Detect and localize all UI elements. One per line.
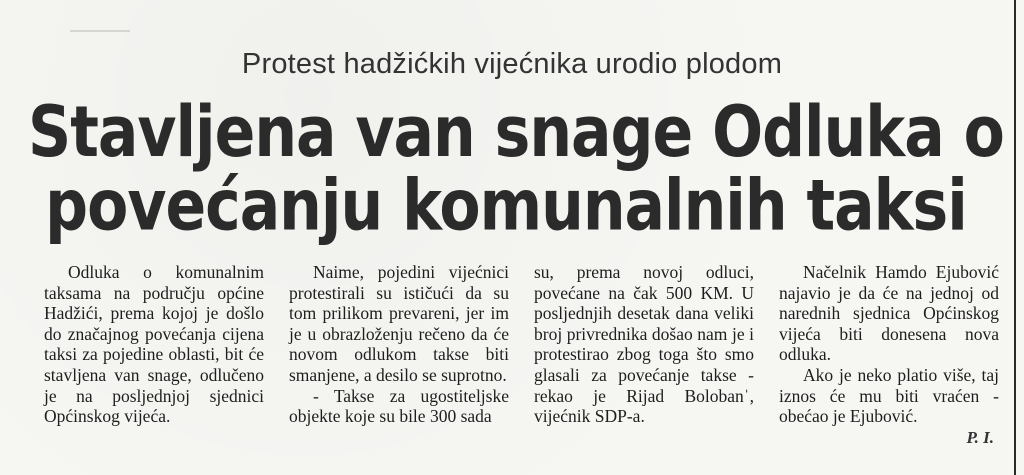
paragraph: Naime, pojedini vijećnici protestirali su ističući da su tom prilikom prevareni, jer im je u obrazloženju rečeno da će novom odlukom takse biti smanjene, a desilo se suprotno. — [289, 262, 509, 385]
paragraph: su, prema novoj odluci, povećane na čak 500 KM. U posljednjih desetak dana veliki broj privrednika došao nam je i protestirao zbog toga što smo glasali za povećanje takse - rekao je Rijad Bolobanˈ, vijećnik SDP-a. — [534, 262, 754, 427]
text-column-1 — [44, 262, 264, 462]
paragraph: Odluka o komunalnim taksama na području općine Hadžići, prema kojoj je došlo do značajnog povećanja cijena taksi za pojedine oblasti, bit će stavljena van snage, odlučeno je na posljednjoj sjednici Općinskog vijeća. — [44, 262, 264, 427]
paragraph: Ako je neko platio više, taj iznos će mu biti vraćen - obećao je Ejubović. — [779, 364, 999, 427]
paragraph: Načelnik Hamdo Ejubović najavio je da će na jednoj od narednih sjednica Općinskog vijeća biti donesena nova odluka. — [779, 262, 999, 365]
headline-line-1: Stavljena van snage Odluka o — [28, 91, 1004, 174]
author-signature: P. I. — [966, 428, 994, 447]
paragraph: - Takse za ugostiteljske objekte koje su bile 300 sada — [289, 385, 509, 427]
article-kicker: Protest hadžićkih vijećnika urodio plodom — [241, 48, 783, 80]
article-body — [44, 262, 1004, 462]
text-column-2 — [289, 262, 509, 462]
text-column-3 — [534, 262, 754, 462]
article-headline — [28, 91, 1004, 248]
scan-mark — [70, 30, 130, 32]
headline-line-2: povećanju komunalnih taksi — [45, 164, 967, 248]
